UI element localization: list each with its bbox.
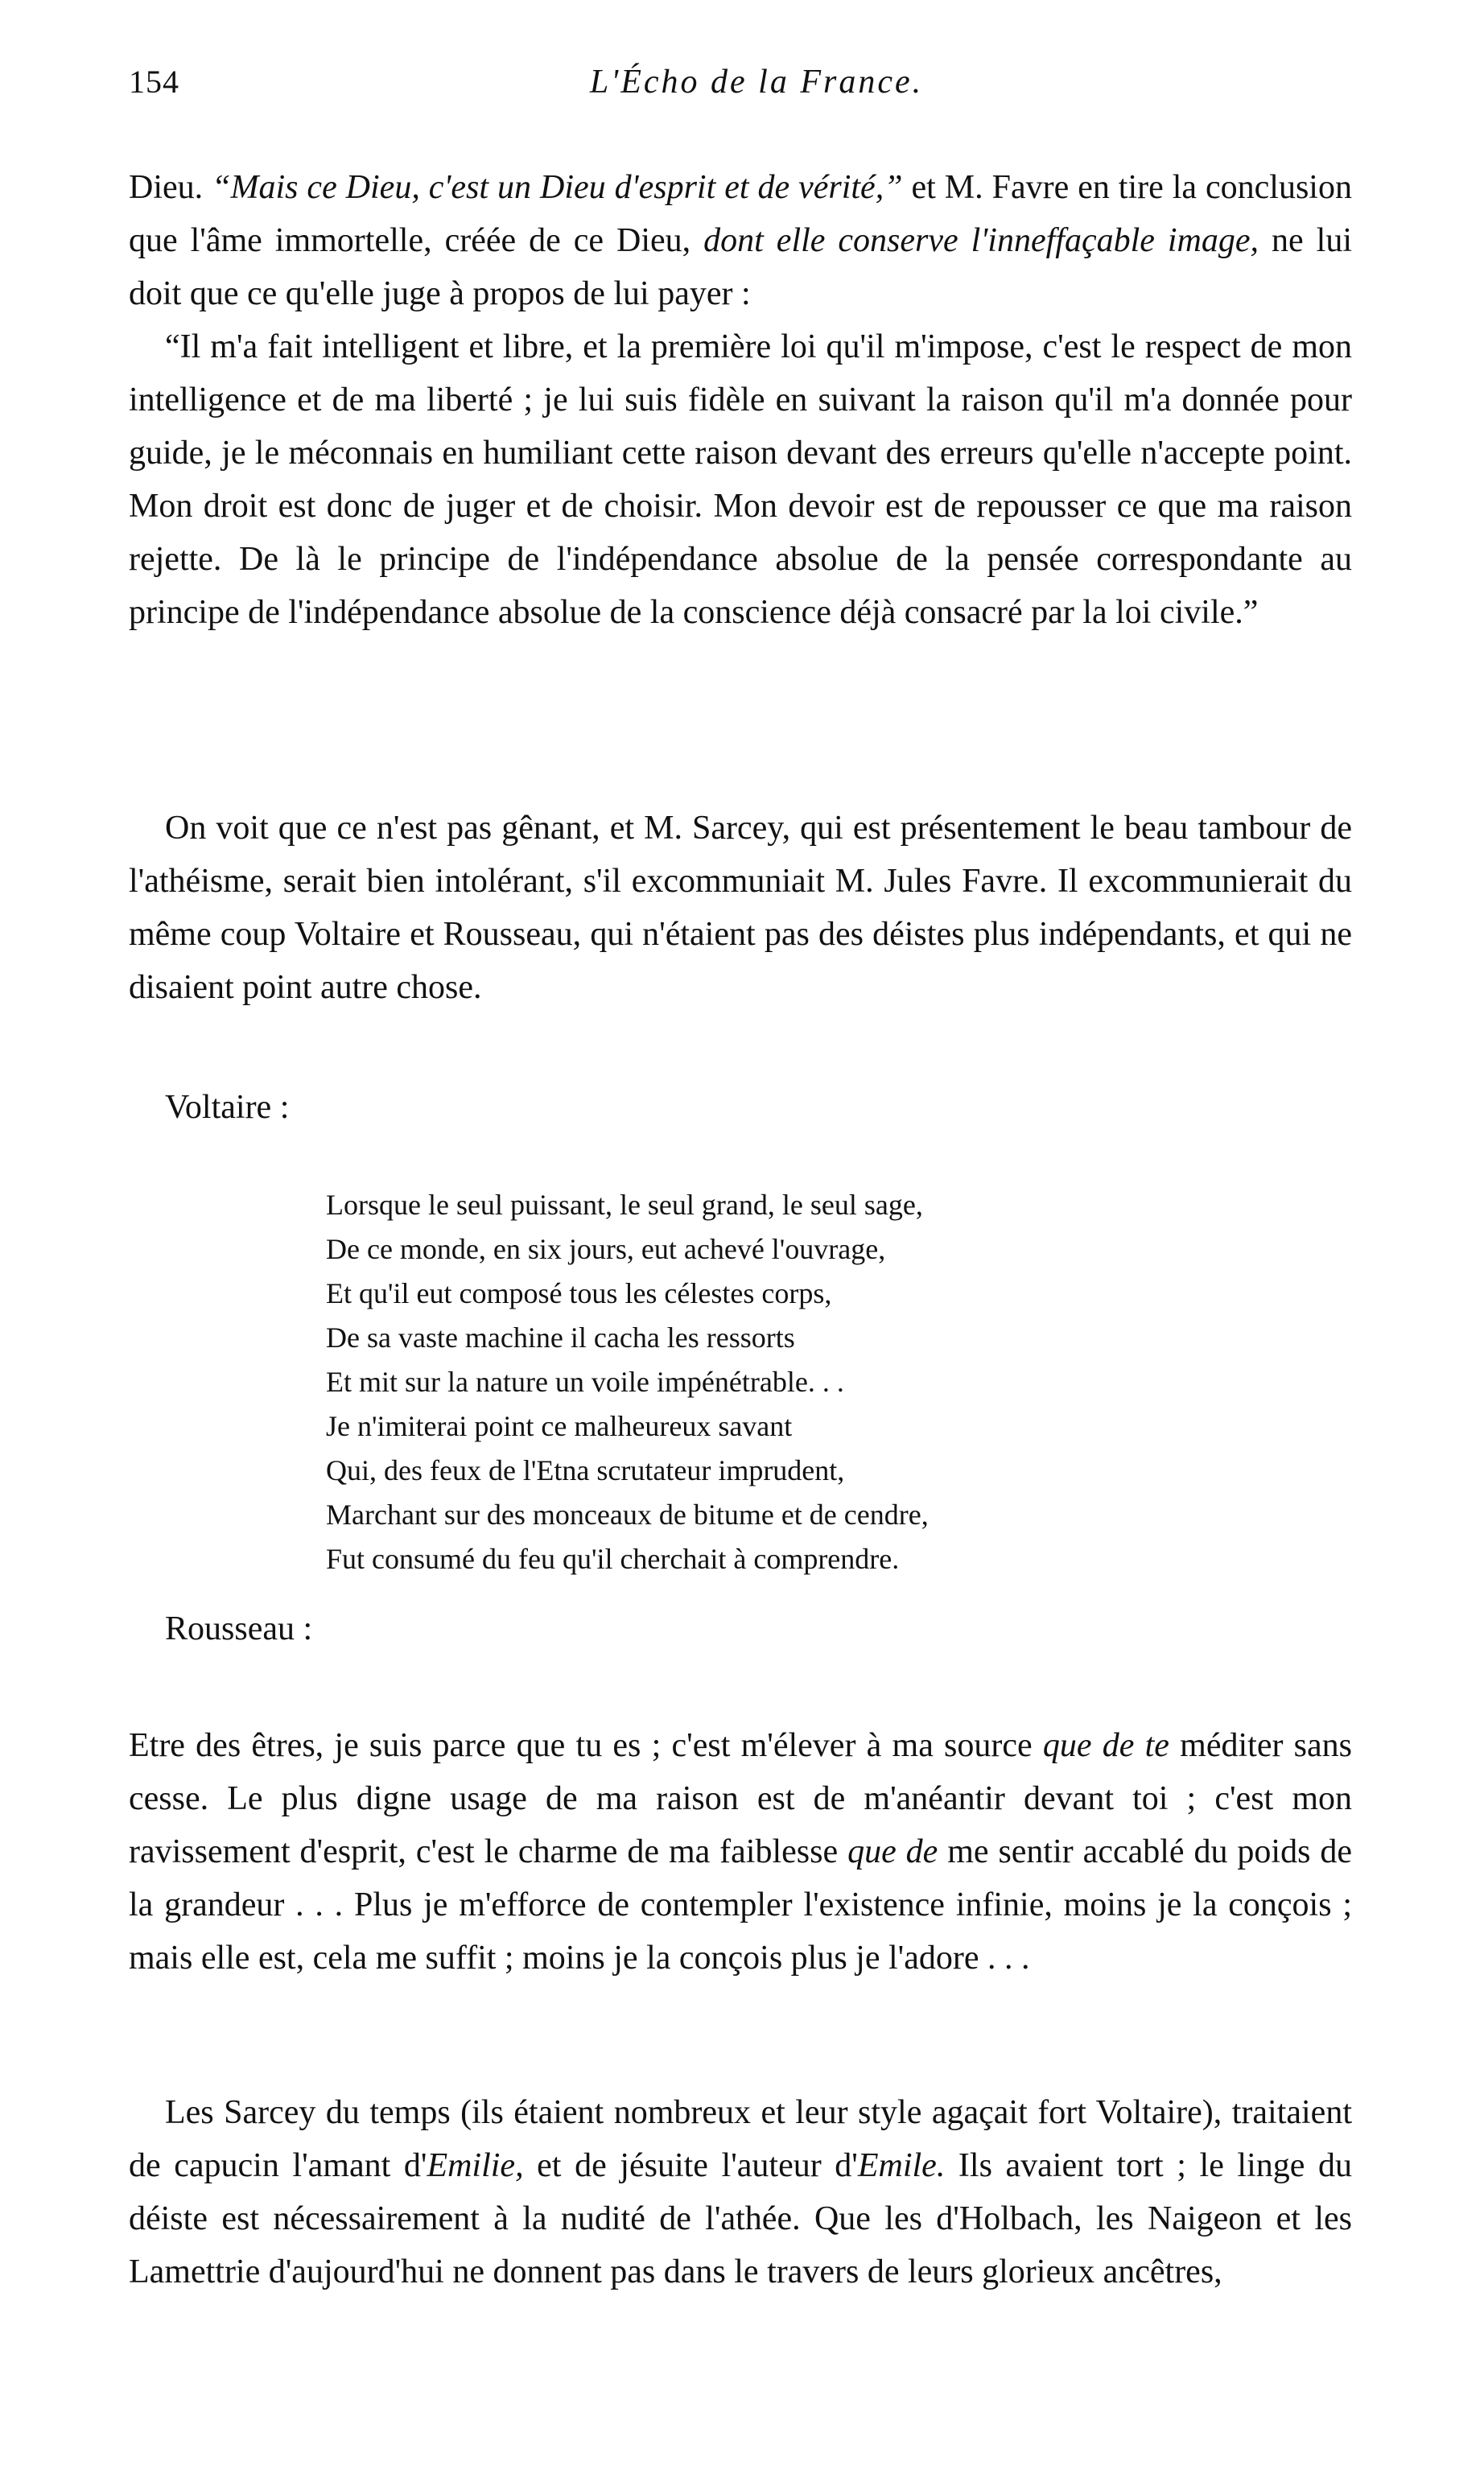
italic-title: Emile. — [857, 2147, 946, 2184]
italic-phrase: que de — [847, 1833, 938, 1870]
italic-quote: “Mais ce Dieu, c'est un Dieu d'esprit et de vérité,” — [212, 169, 903, 206]
verse-line: Lorsque le seul puissant, le seul grand, le seul sage, — [326, 1189, 923, 1221]
text-block-rousseau — [129, 1719, 1352, 1985]
text-segment: et de jésuite l'auteur d' — [523, 2147, 858, 2184]
paragraph-favre-quote: “Il m'a fait intelligent et libre, et la première loi qu'il m'impose, c'est le respect de mon intelligence et de ma liberté ; je lui suis fidèle en suivant la raison qu'il m'a donnée pour guide, je le méconnais en humiliant cette raison devant des erreurs qu'elle n'accepte point. Mon droit est donc de juger et de choisir. Mon devoir est de repousser ce que ma raison rejette. De là le principe de l'indépendance absolue de la pensée correspondante au principe de l'indépendance absolue de la conscience déjà consacré par la loi civile.” — [129, 328, 1352, 631]
text-segment: me sentir accablé du poids de la grandeur . . . Plus je m'efforce de contempler l'existence infinie, moins je la conçois ; mais elle est, cela me suffit ; moins je la conçois plus je l'adore . . . — [129, 1833, 1352, 1977]
verse-line: De ce monde, en six jours, eut achevé l'ouvrage, — [326, 1233, 886, 1265]
text-segment: Ils avaient tort ; le linge du déiste est nécessairement à la nudité de l'athée. Que les d'Holbach, les Naigeon et les Lamettrie d'aujourd'hui ne donnent pas dans le travers de leurs glorieux ancêtres, — [129, 2147, 1352, 2290]
voltaire-verse — [326, 1183, 929, 1581]
verse-line: Marchant sur des monceaux de bitume et de cendre, — [326, 1499, 929, 1531]
text-block-favre — [129, 161, 1352, 639]
paragraph-favre-intro — [129, 161, 1352, 320]
verse-line: Fut consumé du feu qu'il cherchait à comprendre. — [326, 1543, 900, 1575]
verse-line: Et qu'il eut composé tous les célestes corps, — [326, 1277, 832, 1309]
text-block-conclusion — [129, 2086, 1352, 2298]
text-segment: Etre des êtres, je suis parce que tu es ; c'est m'élever à ma source — [129, 1727, 1043, 1764]
verse-line: Qui, des feux de l'Etna scrutateur imprudent, — [326, 1454, 845, 1486]
paragraph-conclusion — [129, 2086, 1352, 2298]
paragraph-sarcey: On voit que ce n'est pas gênant, et M. Sarcey, qui est présentement le beau tambour de l'athéisme, serait bien intolérant, s'il excommuniait M. Jules Favre. Il excommunierait du même coup Voltaire et Rousseau, qui n'étaient pas des déistes plus indépendants, et qui ne disaient point autre chose. — [129, 810, 1352, 1006]
text-segment: méditer sans cesse. Le plus digne usage de ma raison est de m'anéantir devant toi ; c'est mon ravissement d'esprit, c'est le charme de ma faiblesse — [129, 1727, 1353, 1870]
text-segment: ne lui doit que ce qu'elle juge à propos de lui payer : — [129, 222, 1352, 312]
paragraph-rousseau — [129, 1719, 1352, 1985]
page-number: 154 — [129, 64, 179, 100]
voltaire-label: Voltaire : — [165, 1089, 290, 1126]
verse-line: Je n'imiterai point ce malheureux savant — [326, 1410, 793, 1442]
verse-line: Et mit sur la nature un voile impénétrable. . . — [326, 1366, 844, 1398]
italic-title: Emilie, — [427, 2147, 524, 2184]
rousseau-label: Rousseau : — [165, 1610, 313, 1647]
text-segment: Les Sarcey du temps (ils étaient nombreux et leur style agaçait fort Voltaire), traitaient de capucin l'amant d' — [129, 2094, 1352, 2184]
running-title: L'Écho de la France. — [589, 64, 924, 101]
italic-phrase: dont elle conserve l'inneffaçable image, — [703, 222, 1259, 259]
text-block-sarcey — [129, 802, 1352, 1014]
text-segment: Dieu. — [129, 169, 212, 206]
text-segment: et M. Favre en tire la conclusion que l'âme immortelle, créée de ce Dieu, — [129, 169, 1352, 259]
page-header — [129, 63, 1384, 111]
italic-phrase: que de te — [1042, 1727, 1169, 1764]
verse-line: De sa vaste machine il cacha les ressorts — [326, 1321, 795, 1354]
